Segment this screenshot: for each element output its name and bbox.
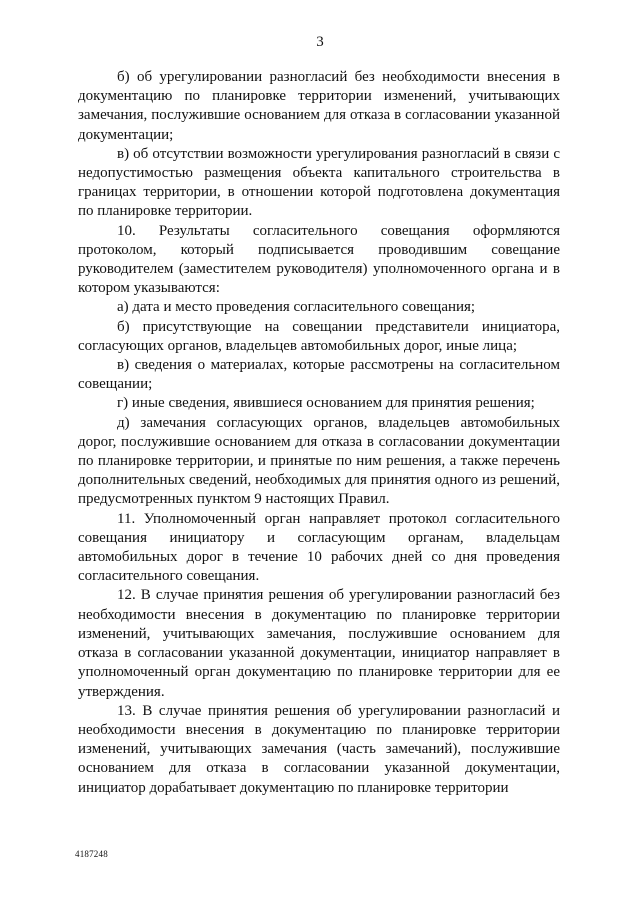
document-body [78,68,560,798]
paragraph-v-materials: в) сведения о материалах, которые рассмотрены на согласительном совещании; [78,357,560,393]
paragraph-13-revision: 13. В случае принятия решения об урегулировании разногласий и необходимости внесения в документацию по планировке территории изменений, учитывающих замечания (часть замечаний), послужившие основанием для отказа в согласовании указанной документации, инициатор дорабатывает документацию по планировке территории [78,702,560,796]
paragraph-a-date-place: а) дата и место проведения согласительного совещания; [117,299,476,316]
paragraph-b-settlement-without-changes: б) об урегулировании разногласий без необходимости внесения в документацию по планировке территории изменений, учитывающих замечания, послужившие основанием для отказа в согласовании указанной документации; [78,69,560,143]
paragraph-b-attendees: б) присутствующие на совещании представители инициатора, согласующих органов, владельцев автомобильных дорог, иные лица; [78,318,560,354]
paragraph-12-approval: 12. В случае принятия решения об урегулировании разногласий без необходимости внесения в документацию по планировке территории изменений, учитывающих замечания, послужившие основанием для отказа в согласовании указанной документации, инициатор направляет в уполномоченный орган документацию по планировке территории для ее утверждения. [78,587,560,700]
paragraph-d-remarks: д) замечания согласующих органов, владельцев автомобильных дорог, послужившие основанием для отказа в согласовании документации по планировке территории, и принятые по ним решения, а также перечень дополнительных сведений, необходимых для принятия одного из решений, предусмотренных пунктом 9 настоящих Правил. [78,414,560,508]
paragraph-11-protocol-sending: 11. Уполномоченный орган направляет протокол согласительного совещания инициатору и согласующим органам, владельцам автомобильных дорог в течение 10 рабочих дней со дня проведения согласительного совещания. [78,510,560,585]
paragraph-v-no-settlement: в) об отсутствии возможности урегулирования разногласий в связи с недопустимостью размещения объекта капитального строительства в границах территории, в отношении которой подготовлена документация по планировке территории. [78,145,560,220]
page-number: 3 [316,34,324,50]
document-code: 4187248 [75,849,108,859]
paragraph-10-meeting-results: 10. Результаты согласительного совещания оформляются протоколом, который подписывается проводившим совещание руководителем (заместителем руководителя) уполномоченного органа и в котором указываются: [78,222,560,297]
paragraph-g-other-info: г) иные сведения, явившиеся основанием для принятия решения; [117,395,535,412]
